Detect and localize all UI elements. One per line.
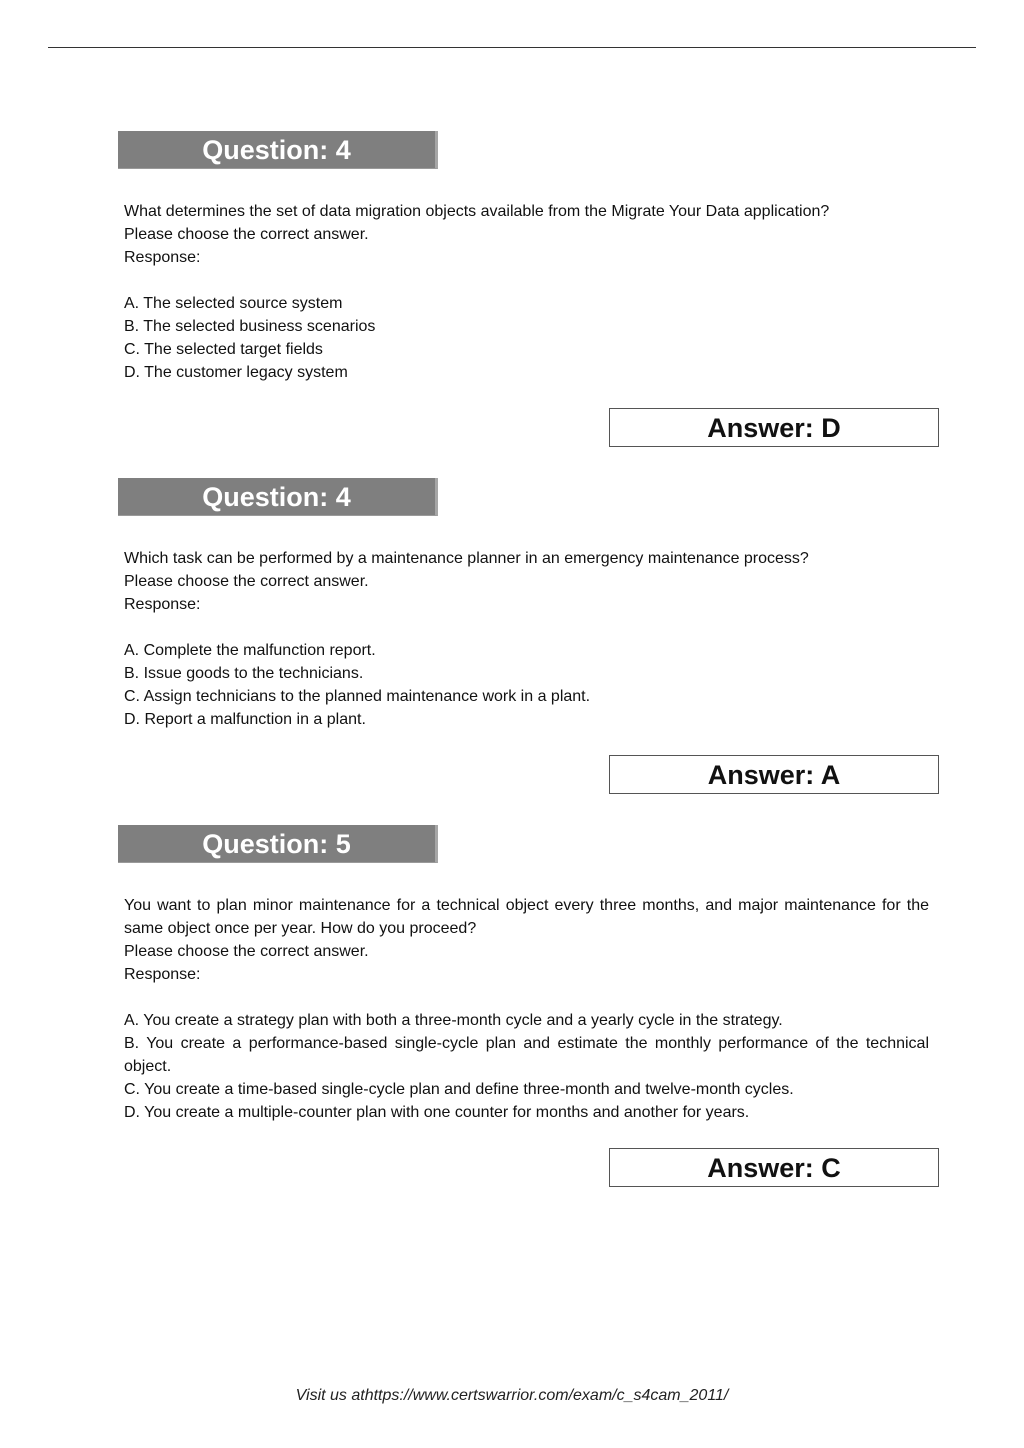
answer-box: Answer: C xyxy=(609,1148,939,1187)
question-response-label: Response: xyxy=(124,249,201,266)
question-body xyxy=(124,894,929,1124)
option-b: B. The selected business scenarios xyxy=(124,318,376,335)
question-header: Question: 4 xyxy=(118,478,438,516)
answer-box: Answer: D xyxy=(609,408,939,447)
option-d: D. The customer legacy system xyxy=(124,364,348,381)
option-c: C. Assign technicians to the planned maintenance work in a plant. xyxy=(124,688,591,705)
option-b: B. You create a performance-based single-cycle plan and estimate the monthly performance of the technical object. xyxy=(124,1035,929,1075)
option-a: A. Complete the malfunction report. xyxy=(124,642,376,659)
question-header: Question: 5 xyxy=(118,825,438,863)
question-body xyxy=(124,200,929,384)
option-a: A. You create a strategy plan with both a three-month cycle and a yearly cycle in the strategy. xyxy=(124,1012,783,1029)
question-text: You want to plan minor maintenance for a technical object every three months, and major maintenance for the same object once per year. How do you proceed? xyxy=(124,897,929,937)
top-rule xyxy=(48,47,976,48)
question-text: Which task can be performed by a maintenance planner in an emergency maintenance process? xyxy=(124,550,809,567)
question-instruction: Please choose the correct answer. xyxy=(124,573,369,590)
option-a: A. The selected source system xyxy=(124,295,343,312)
option-d: D. Report a malfunction in a plant. xyxy=(124,711,366,728)
question-instruction: Please choose the correct answer. xyxy=(124,226,369,243)
question-header: Question: 4 xyxy=(118,131,438,169)
question-instruction: Please choose the correct answer. xyxy=(124,943,369,960)
option-c: C. The selected target fields xyxy=(124,341,323,358)
question-text: What determines the set of data migration objects available from the Migrate Your Data application? xyxy=(124,203,830,220)
question-response-label: Response: xyxy=(124,596,201,613)
option-b: B. Issue goods to the technicians. xyxy=(124,665,364,682)
question-body xyxy=(124,547,929,731)
answer-box: Answer: A xyxy=(609,755,939,794)
question-response-label: Response: xyxy=(124,966,201,983)
footer-link-text: Visit us athttps://www.certswarrior.com/exam/c_s4cam_2011/ xyxy=(295,1387,729,1404)
option-c: C. You create a time-based single-cycle plan and define three-month and twelve-month cycles. xyxy=(124,1081,794,1098)
option-d: D. You create a multiple-counter plan with one counter for months and another for years. xyxy=(124,1104,750,1121)
